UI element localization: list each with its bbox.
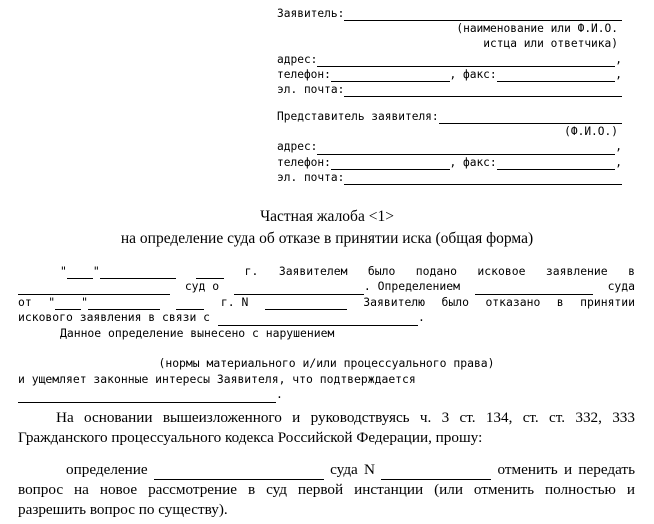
applicant-label: Заявитель:	[277, 6, 345, 20]
p4-l2-w11: полностью	[545, 481, 616, 498]
serif-paragraph-petition	[18, 460, 635, 520]
representative-address-row	[277, 140, 622, 155]
p2-l4-period: .	[276, 387, 283, 402]
p4-l1-w6: передать	[578, 461, 636, 478]
p3-line-2: Гражданского процессуального кодекса Российской Федерации, прошу:	[18, 429, 483, 446]
p1-l3-w2: г. N	[220, 294, 249, 309]
applicant-name-row	[277, 6, 622, 21]
applicant-name-blank[interactable]	[344, 9, 622, 21]
applicant-address-blank[interactable]	[317, 55, 615, 67]
p3-l1-w11: ст.	[549, 409, 566, 426]
p1-line-3	[18, 295, 635, 310]
p3-l1-w10: ст.	[522, 409, 539, 426]
representative-label: Представитель заявителя:	[277, 110, 439, 124]
applicant-email-label: эл. почта:	[277, 82, 345, 96]
document-title-line-1: Частная жалоба <1>	[260, 208, 394, 225]
applicant-address-label: адрес:	[277, 52, 318, 66]
p4-l1-w3: N	[364, 461, 376, 478]
p2-l3-w1: и ущемляет законные интересы Заявителя, что подтверждается	[18, 371, 416, 386]
representative-phone-blank[interactable]	[331, 158, 450, 170]
p4-l2-w5: в	[247, 481, 256, 498]
p3-line-1	[18, 408, 635, 428]
p4-line-2	[18, 480, 635, 500]
p4-l2-w8: инстанции	[354, 481, 424, 498]
p1-l3-w1: от	[18, 294, 32, 309]
p3-l1-w7: 3	[441, 409, 450, 426]
addressee-header-block	[277, 6, 622, 185]
p3-l1-w1: На	[56, 409, 74, 426]
p4-line-1	[18, 460, 635, 480]
applicant-email-blank[interactable]	[344, 85, 622, 97]
representative-fax-blank[interactable]	[497, 158, 616, 170]
p4-l2-w3: новое	[99, 481, 138, 498]
p1-l4-period: .	[418, 310, 425, 325]
p1-l2-w1: суд о	[184, 279, 220, 294]
p1-ruling-day-blank[interactable]	[55, 298, 81, 310]
p4-line-3: разрешить вопрос по существу).	[18, 501, 228, 518]
p1-l3-quote-open: "	[48, 294, 56, 309]
representative-address-label: адрес:	[277, 140, 318, 154]
p1-l2-w3: суда	[607, 279, 635, 294]
p4-l2-w1: вопрос	[18, 481, 64, 498]
p2-line-2	[18, 341, 635, 356]
representative-note-line-1: (Ф.И.О.)	[564, 125, 618, 139]
representative-email-row	[277, 170, 622, 185]
p3-l1-w5: руководствуясь	[310, 409, 410, 426]
p4-l2-w9: (или	[434, 481, 463, 498]
p3-l1-w12: 332,	[575, 409, 602, 426]
p1-l1-w5: заявление	[545, 263, 608, 278]
applicant-phone-blank[interactable]	[331, 70, 450, 82]
representative-email-blank[interactable]	[344, 173, 622, 185]
p2-line-1	[18, 326, 635, 341]
representative-address-comma: ,	[615, 140, 622, 154]
p4-court-name-blank[interactable]	[154, 465, 324, 480]
p3-l1-w13: 333	[612, 409, 635, 426]
p1-ruling-year-blank[interactable]	[176, 298, 204, 310]
p1-l3-w4: было	[441, 294, 469, 309]
p3-l1-w8: ст.	[459, 409, 476, 426]
p1-line-2	[18, 279, 635, 294]
mono-body-block	[18, 264, 635, 403]
p1-year-blank[interactable]	[196, 267, 224, 279]
p1-day-quote-open: "	[60, 263, 67, 278]
p1-l3-w6: в	[556, 294, 564, 309]
p4-l2-w2: на	[74, 481, 89, 498]
p1-line-4	[18, 310, 635, 325]
p4-l2-w4: рассмотрение	[148, 481, 238, 498]
representative-fax-label: , факс:	[449, 155, 497, 169]
applicant-email-row	[277, 82, 622, 97]
p3-l1-w6: ч.	[419, 409, 432, 426]
representative-address-blank[interactable]	[317, 143, 615, 155]
p1-line-1	[18, 264, 635, 279]
header-spacer	[277, 97, 622, 109]
p4-l2-w7: первой	[297, 481, 344, 498]
p1-ruling-court-blank[interactable]	[475, 283, 593, 295]
p1-l4-w1: искового заявления в связи с	[18, 310, 211, 325]
applicant-phone-label: телефон:	[277, 67, 331, 81]
applicant-note-line-2: истца или ответчика)	[483, 37, 618, 51]
p1-refusal-reason-blank[interactable]	[218, 314, 418, 326]
p1-case-number-blank[interactable]	[265, 298, 347, 310]
representative-phone-label: телефон:	[277, 155, 331, 169]
applicant-address-row	[277, 52, 622, 67]
p2-line-3	[18, 372, 635, 387]
p1-l3-w3: Заявителю	[363, 294, 426, 309]
representative-fax-comma: ,	[615, 155, 623, 169]
p4-l1-w5: и	[563, 461, 573, 478]
p4-l2-w6: суд	[266, 481, 287, 498]
p4-l2-w10: отменить	[473, 481, 535, 498]
p4-l1-w2: суда	[330, 461, 358, 478]
applicant-phone-row	[277, 67, 622, 82]
p1-year-suffix: г.	[244, 263, 259, 278]
p1-l2-w2: . Определением	[363, 279, 460, 294]
p3-l1-w3: вышеизложенного	[162, 409, 282, 426]
p1-l3-w5: отказано	[485, 294, 541, 309]
p1-l1-w3: подано	[415, 263, 457, 278]
p4-ruling-number-blank[interactable]	[381, 465, 491, 480]
p1-l3-quote-close: "	[81, 294, 88, 309]
p4-l1-w4: отменить	[497, 461, 558, 478]
p1-court-name-blank[interactable]	[18, 283, 170, 295]
applicant-fax-comma: ,	[615, 67, 623, 81]
p1-l1-w2: было	[367, 263, 396, 278]
p2-evidence-blank-2[interactable]	[18, 391, 276, 403]
applicant-note-line-1: (наименование или Ф.И.О.	[456, 22, 618, 36]
p1-month-blank[interactable]	[100, 267, 176, 279]
serif-paragraph-basis	[18, 408, 635, 448]
p4-l2-w12: и	[626, 481, 635, 498]
applicant-address-comma: ,	[615, 52, 622, 66]
p1-l1-w1: Заявителем	[278, 263, 348, 278]
p2-line-4	[18, 387, 635, 402]
p3-l1-w9: 134,	[485, 409, 513, 426]
representative-name-blank[interactable]	[439, 112, 622, 124]
p1-l1-w4: исковое	[477, 263, 526, 278]
applicant-fax-blank[interactable]	[497, 70, 616, 82]
p1-ruling-month-blank[interactable]	[88, 298, 160, 310]
p2-note: (нормы материального и/или процессуального права)	[158, 356, 495, 371]
p1-day-quote-close: "	[92, 263, 100, 278]
representative-phone-row	[277, 155, 622, 170]
p1-l3-w7: принятии	[580, 294, 636, 309]
p1-l1-w6: в	[628, 263, 635, 278]
p1-day-blank[interactable]	[67, 267, 93, 279]
p1-claim-subject-blank[interactable]	[234, 283, 364, 295]
p3-l1-w2: основании	[84, 409, 153, 426]
representative-email-label: эл. почта:	[277, 170, 345, 184]
p4-l1-w1: определение	[66, 461, 148, 478]
representative-name-row	[277, 109, 622, 124]
applicant-fax-label: , факс:	[449, 67, 497, 81]
p3-l1-w4: и	[292, 409, 301, 426]
document-title-block	[0, 206, 654, 250]
p2-l1-w1: Данное определение вынесено с нарушением	[60, 325, 335, 340]
document-subtitle-line-2: на определение суда об отказе в принятии иска (общая форма)	[120, 230, 534, 247]
